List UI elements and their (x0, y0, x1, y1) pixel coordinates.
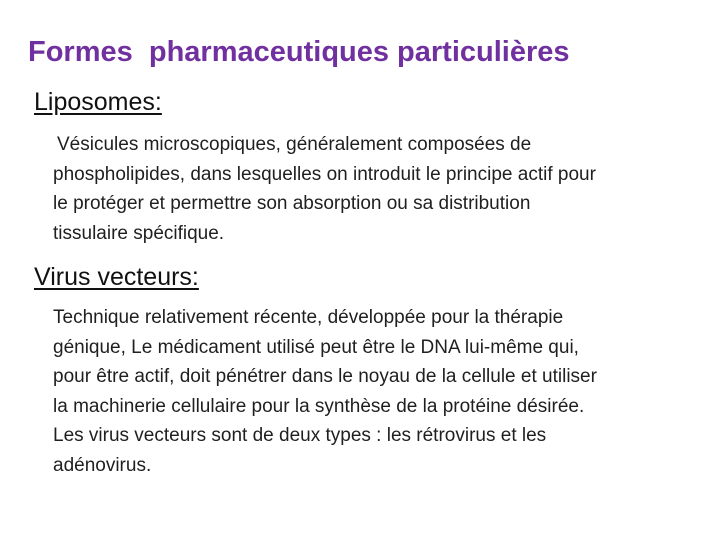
body-line: la machinerie cellulaire pour la synthèse de la protéine désirée. (53, 395, 585, 417)
body-line: Vésicules microscopiques, généralement composées de (57, 134, 532, 155)
body-line: tissulaire spécifique. (53, 222, 225, 244)
body-line: pour être actif, doit pénétrer dans le noyau de la cellule et utiliser (53, 366, 597, 387)
section-heading-virus-vecteurs: Virus vecteurs: (34, 263, 199, 291)
body-line: génique, Le médicament utilisé peut être le DNA lui-même qui, (53, 336, 579, 358)
body-line: Technique relativement récente, développée pour la thérapie (53, 307, 564, 328)
body-line: Les virus vecteurs sont de deux types : les rétrovirus et les (53, 425, 547, 446)
slide-title: Formes pharmaceutiques particulières (28, 36, 570, 68)
body-line: phospholipides, dans lesquelles on introduit le principe actif pour (53, 163, 596, 185)
section-body-virus-vecteurs (53, 303, 597, 480)
body-line: le protéger et permettre son absorption ou sa distribution (53, 193, 531, 214)
section-heading-liposomes: Liposomes: (34, 88, 162, 116)
body-line: adénovirus. (53, 454, 152, 476)
section-body-liposomes (53, 130, 596, 248)
